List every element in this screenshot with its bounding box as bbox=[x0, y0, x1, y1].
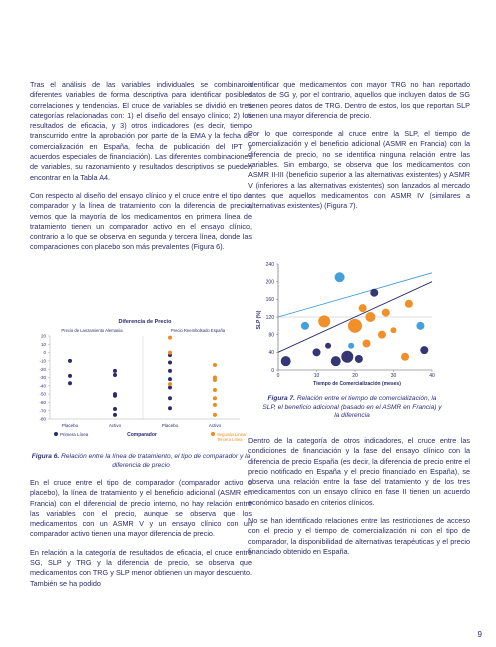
panel-label: Precio Reembolsado España bbox=[170, 328, 226, 333]
y-tick-label: 240 bbox=[265, 261, 274, 268]
data-point bbox=[318, 315, 330, 327]
data-point bbox=[355, 355, 363, 363]
y-tick-label: 10 bbox=[40, 341, 46, 347]
y-axis-label: SLP (%) bbox=[256, 310, 262, 330]
x-tick-label: 30 bbox=[390, 373, 397, 379]
data-point bbox=[168, 382, 172, 386]
data-point bbox=[213, 388, 217, 392]
figure-7 bbox=[252, 258, 442, 421]
paragraph: Tras el análisis de las variables individuales se combinaron diferentes variables de forma descriptiva para identificar posibles correlaciones y tendencias. El cruce de variables se dividió en tres categorías relacionadas con: 1) el diseño del ensayo clínico; 2) los resultados de eficacia, y 3) otros indicadores (es decir, tiempo transcurrido entre la aprobación por parte de la EMA y la fecha de comercialización en España, fecha de publicación del IPT y acuerdos especiales de financiación). Las diferentes combinaciones de variables, su razonamiento y resultados descriptivos se pueden encontrar en la Tabla A4. bbox=[30, 80, 252, 182]
data-point bbox=[68, 359, 72, 363]
data-point bbox=[420, 346, 428, 354]
data-point bbox=[168, 396, 172, 400]
y-tick-label: 0 bbox=[271, 367, 274, 374]
data-point bbox=[301, 322, 309, 330]
data-point bbox=[363, 340, 371, 348]
x-tick-label: 20 bbox=[352, 373, 358, 379]
y-tick-label: 200 bbox=[265, 279, 274, 286]
data-point bbox=[365, 312, 375, 322]
left-column-lower bbox=[30, 478, 252, 597]
data-point bbox=[382, 309, 390, 317]
figure-6-caption bbox=[30, 453, 252, 470]
data-point bbox=[213, 363, 217, 367]
caption-label: Figura 6. bbox=[31, 453, 60, 460]
paragraph: identificar que medicamentos con mayor TRG no han reportado datos de SG y, por el contrario, aquellos que incluyen datos de SG tienen peores datos de TRG. Dentro de estos, los que reportan SLP tienen una mayor diferencia de precio. bbox=[248, 80, 470, 120]
data-point bbox=[168, 369, 172, 373]
y-tick-label: -80 bbox=[39, 416, 46, 422]
data-point bbox=[68, 381, 72, 385]
y-tick-label: -30 bbox=[39, 375, 46, 381]
data-point bbox=[341, 351, 353, 363]
y-tick-label: -10 bbox=[39, 358, 46, 364]
y-tick-label: 120 bbox=[265, 314, 274, 321]
data-point bbox=[113, 394, 117, 398]
data-point bbox=[213, 396, 217, 400]
data-point bbox=[325, 343, 331, 349]
chart-title: Diferencia de Precio bbox=[118, 319, 172, 325]
figure-7-caption bbox=[252, 395, 442, 421]
legend-label-line1: Segunda Línea/ bbox=[217, 432, 247, 437]
paragraph: Con respecto al diseño del ensayo clínico y el cruce entre el tipo de comparador y la línea de tratamiento con la diferencia de precio, vemos que la mayoría de los medicamentos en primera línea de tratamiento tienen un comparador activo en el ensayo clínico, contrario a lo que se observa en segunda y tercera línea, donde las comparaciones con placebo son más prevalentes (Figura 6). bbox=[30, 190, 252, 252]
category-label: Activo bbox=[108, 423, 122, 428]
trendline bbox=[278, 273, 432, 317]
paragraph: Por lo que corresponde al cruce entre la SLP, el tiempo de comercialización y el beneficio adicional (ASMR en Francia) con la diferencia de precio, no se identifica ninguna relación entre las variables. Sin embargo, se observa que los medicamentos con ASMR II-III (beneficio superior a las alternativas existentes) y ASMR V (inferiores a las alternativas existentes) son lanzados al mercado antes que aquellos medicamentos con ASMR IV (similares a alternativas existentes) (Figura 7). bbox=[248, 129, 470, 211]
y-tick-label: 20 bbox=[40, 333, 46, 339]
legend-label: Primera Línea bbox=[60, 432, 89, 437]
data-point bbox=[168, 336, 172, 340]
data-point bbox=[68, 374, 72, 378]
category-label: Activo bbox=[208, 423, 222, 428]
paragraph: No se han identificado relaciones entre las restricciones de acceso con el precio y el tiempo de comercialización ni con el tipo de comparador, la disponibilidad de alternativas terapéuticas y el precio financiado obtenido en España. bbox=[248, 516, 470, 556]
data-point bbox=[168, 406, 172, 410]
y-tick-label: 80 bbox=[268, 332, 274, 339]
panel-label: Precio de Lanzamiento Alemania bbox=[61, 328, 123, 333]
data-point bbox=[331, 356, 341, 366]
caption-text: Relación entre el tiempo de comercialización, la SLP, el beneficio adicional (basado en el ASMR en Francia) y la diferencia bbox=[262, 395, 442, 420]
paragraph: Dentro de la categoría de otros indicadores, el cruce entre las condiciones de financiación y la fase del ensayo clínico con la diferencia de precio España (es decir, la diferencia de precio entre el precio notificado en España y el precio financiado en España), se observa una relación entre la fase del tratamiento y de los tres medicamentos con un ensayo clínico en fase II tienen un acuerdo económico basado en criterios clínicos. bbox=[248, 436, 470, 507]
category-label: Placebo bbox=[161, 423, 179, 428]
data-point bbox=[113, 369, 117, 373]
y-tick-label: 0 bbox=[43, 350, 46, 356]
data-point bbox=[213, 378, 217, 382]
data-point bbox=[113, 373, 117, 377]
data-point bbox=[213, 403, 217, 407]
data-point bbox=[113, 413, 117, 417]
data-point bbox=[168, 377, 172, 381]
data-point bbox=[335, 272, 345, 282]
right-column bbox=[248, 80, 470, 220]
page-number: 9 bbox=[477, 630, 482, 639]
legend-marker-primera bbox=[54, 432, 58, 436]
data-point bbox=[405, 300, 413, 308]
data-point bbox=[401, 353, 409, 361]
y-tick-label: -40 bbox=[39, 383, 46, 389]
data-point bbox=[391, 327, 397, 333]
left-column bbox=[30, 80, 252, 261]
y-tick-label: -70 bbox=[39, 408, 46, 414]
y-tick-label: -20 bbox=[39, 366, 46, 372]
data-point bbox=[168, 361, 172, 365]
y-tick-label: -50 bbox=[39, 391, 46, 397]
x-tick-label: 10 bbox=[313, 373, 320, 379]
caption-text: Relación entre la línea de tratamiento, el tipo de comparador y la diferencia de precio bbox=[59, 453, 251, 469]
data-point bbox=[348, 319, 362, 333]
legend-label-line2: Tercera Línea bbox=[217, 437, 243, 442]
data-point bbox=[281, 356, 291, 366]
data-point bbox=[168, 351, 172, 355]
figure-7-chart bbox=[252, 258, 442, 388]
data-point bbox=[416, 322, 424, 330]
data-point bbox=[348, 343, 354, 349]
data-point bbox=[213, 413, 217, 417]
x-axis-label: Comparador bbox=[127, 432, 157, 438]
data-point bbox=[313, 348, 321, 356]
y-tick-label: 160 bbox=[265, 297, 274, 304]
data-point bbox=[370, 289, 378, 297]
figure-6-chart bbox=[30, 315, 252, 445]
x-tick-label: 40 bbox=[429, 373, 435, 379]
data-point bbox=[378, 331, 386, 339]
category-label: Placebo bbox=[61, 423, 79, 428]
legend-marker-segunda bbox=[211, 432, 215, 436]
data-point bbox=[113, 407, 117, 411]
legend-label bbox=[217, 432, 248, 442]
paragraph: En relación a la categoría de resultados de eficacia, el cruce entre SG, SLP y TRG y la diferencia de precio, se observa que medicamentos con TRG y SLP menor obtienen un mayor descuento. También se ha podido bbox=[30, 547, 252, 588]
caption-label: Figura 7. bbox=[267, 395, 295, 402]
figure-6 bbox=[30, 315, 252, 470]
x-axis-label: Tiempo de Comercialización (meses) bbox=[313, 381, 401, 387]
paragraph: En el cruce entre el tipo de comparador (comparador activo o placebo), la línea de tratamiento y el beneficio adicional (ASMR en Francia) con el diferencial de precio interno, no hay relación entre las variables con el precio, aunque se observa que los medicamentos con un ASMR V y un ensayo clínico con un comparador activo tienen una mayor diferencia de precio. bbox=[30, 478, 252, 539]
data-point bbox=[359, 304, 367, 312]
x-tick-label: 0 bbox=[276, 373, 280, 379]
right-column-lower bbox=[248, 436, 470, 565]
y-tick-label: 40 bbox=[268, 350, 274, 357]
y-tick-label: -60 bbox=[39, 400, 46, 405]
